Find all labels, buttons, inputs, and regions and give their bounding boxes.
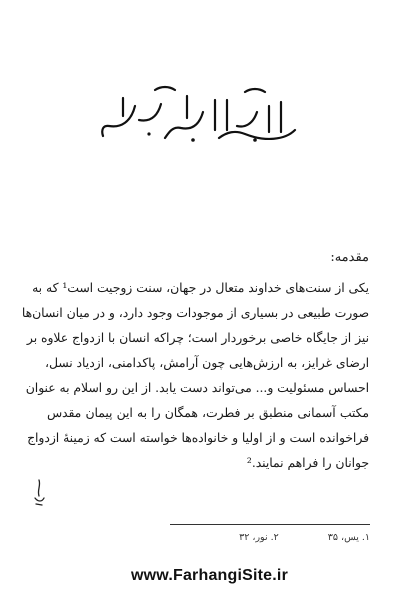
footnote-divider (170, 524, 370, 525)
paragraph-line: یکی از سنت‌های خداوند متعال در جهان، سنت زوجیت است¹ که به (32, 281, 369, 295)
paragraph-line: احساس مسئولیت و... می‌تواند دست یابد. از این رو اسلام به عنوان (25, 381, 369, 395)
footnotes (170, 532, 370, 543)
paragraph-line: صورت طبیعی در بسیاری از موجودات وجود دارد، و در میان انسان‌ها (21, 306, 369, 320)
site-watermark: www.FarhangiSite.ir (130, 567, 288, 584)
bismillah-calligraphy-graphic (95, 82, 305, 152)
paragraph-line: مکتب آسمانی منطبق بر فطرت، همگان را به این پیمان مقدس (47, 406, 369, 420)
body-paragraph (21, 276, 369, 476)
footnote-1: ۱. یس، ۳۵ (327, 532, 370, 543)
paragraph-line: فراخوانده است و از اولیا و خانواده‌ها خواسته است که زمینهٔ ازدواج (27, 431, 369, 445)
margin-stamp-mark (32, 478, 46, 508)
paragraph-line: جوانان را فراهم نمایند.² (246, 456, 369, 470)
footnote-2: ۲. نور، ۳۲ (239, 532, 279, 543)
bismillah-calligraphy (95, 82, 305, 152)
section-heading: مقدمه: (330, 250, 369, 265)
paragraph-line: ارضای غرایز، به ارزش‌هایی چون آرامش، پاکدامنی، ازدیاد نسل، (44, 356, 369, 370)
paragraph-line: نیز از جایگاه خاصی برخوردار است؛ چراکه انسان با ازدواج علاوه بر (26, 331, 369, 345)
